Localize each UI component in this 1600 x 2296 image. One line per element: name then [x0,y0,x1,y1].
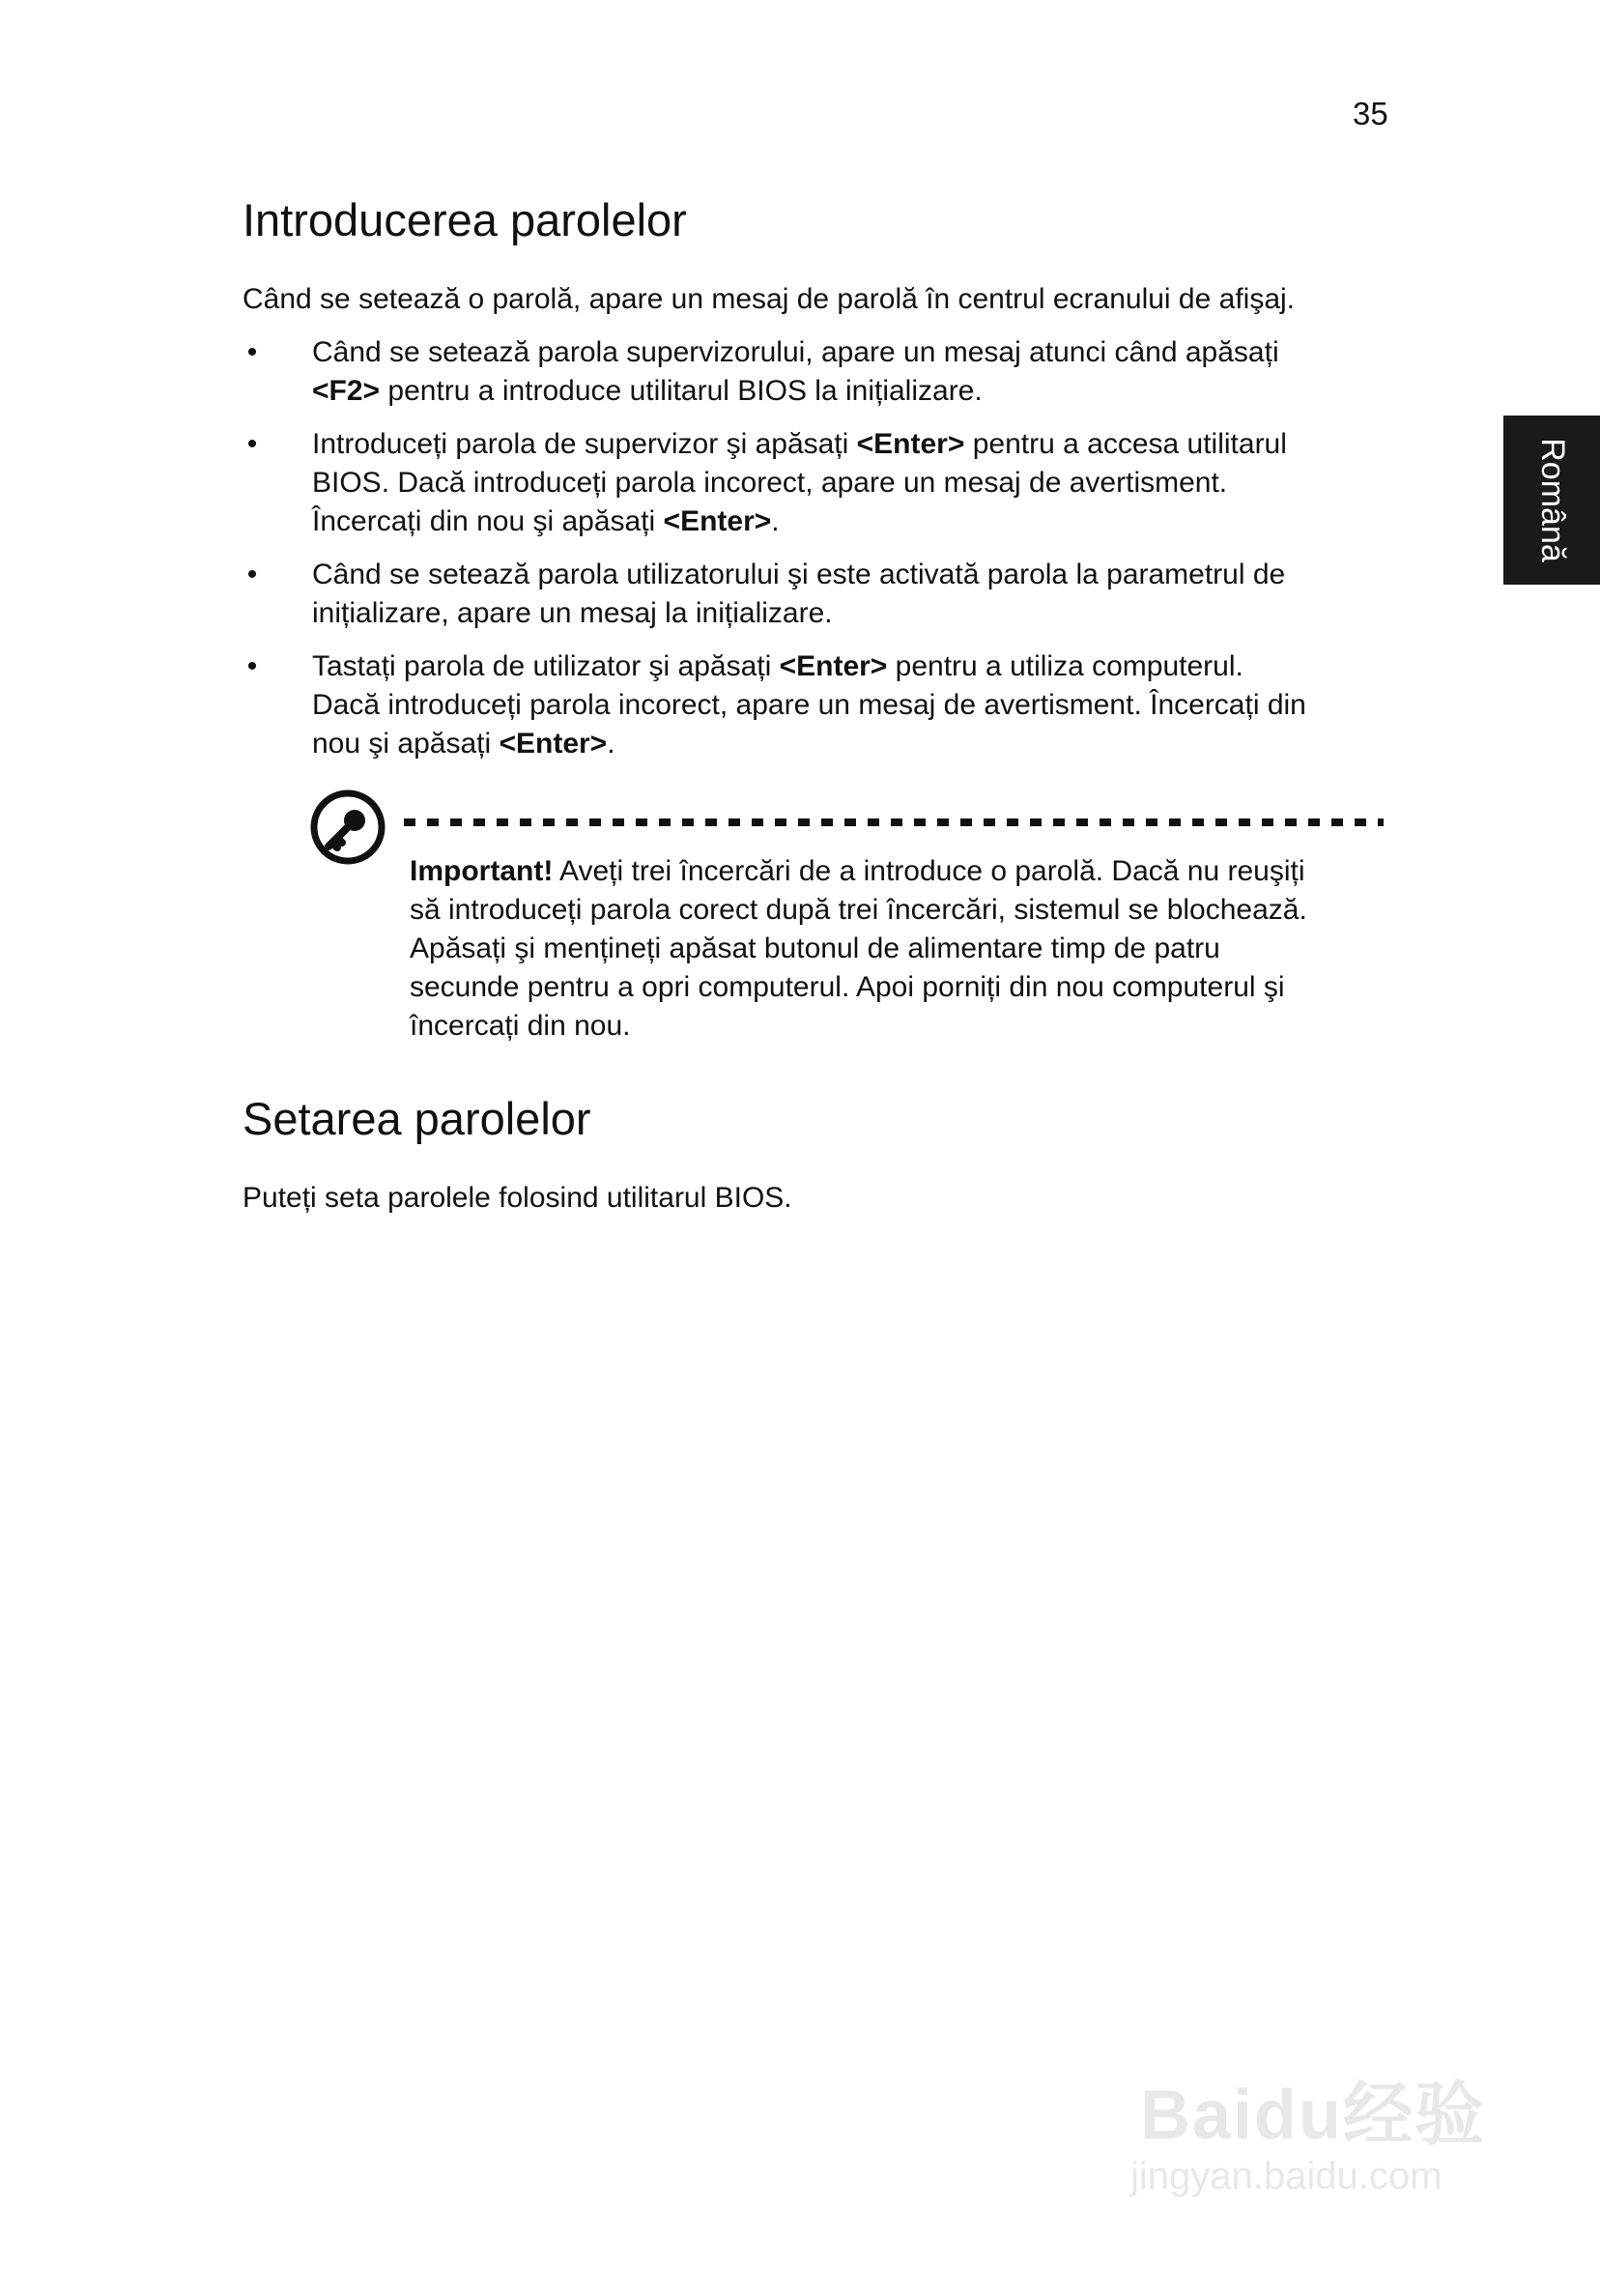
key-label: <F2> [312,375,381,407]
section-title-introducerea: Introducerea parolelor [243,194,687,245]
bullet-text: pentru a utiliza computerul. [887,650,1243,682]
bullet-item [243,556,1402,633]
note-line: Apăsați şi mențineți apăsat butonul de alimentare timp de patru [410,933,1220,964]
note-divider [404,818,1384,826]
note-text: Aveți trei încercări de a introduce o parolă. Dacă nu reuşiți [553,855,1305,887]
note-line: secunde pentru a opri computerul. Apoi porniți din nou computerul şi [410,971,1285,1003]
watermark [1121,2049,1507,2223]
page-number: 35 [1353,96,1388,131]
key-label: <Enter> [856,428,965,460]
watermark-logo: Baidu经验 [1140,2077,1487,2154]
bullet-line [312,647,1402,686]
language-tab-label: Română [1533,438,1571,562]
section-intro: Când se setează o parolă, apare un mesaj de parolă în centrul ecranului de afişaj. [243,283,1296,315]
key-label: <Enter> [499,728,608,760]
bullet-item [243,333,1402,411]
bullet-dot: • [246,428,258,460]
bullet-text: . [771,505,780,537]
section-title-setarea: Setarea parolelor [243,1093,591,1144]
bullet-text: Introduceți parola de supervizor şi apăsați [312,428,857,460]
bullet-item [243,647,1402,763]
bullet-dot: • [246,650,258,682]
note-label: Important! [410,855,554,887]
bullet-line: Când se setează parola supervizorului, apare un mesaj atunci când apăsați [312,336,1279,368]
language-tab [1503,416,1600,585]
bullet-line [312,725,1402,763]
bullet-line [312,372,1402,411]
bullet-text: nou şi apăsați [312,728,500,760]
key-label: <Enter> [779,650,888,682]
note-line [410,852,1307,891]
key-label: <Enter> [663,505,772,537]
bullet-item [243,425,1402,541]
section2-intro: Puteți seta parolele folosind utilitarul BIOS. [243,1182,792,1214]
bullet-text: pentru a introduce utilitarul BIOS la inițializare. [380,375,983,407]
bullet-line [312,502,1402,541]
key-icon [309,789,386,866]
bullet-text: Încercați din nou şi apăsați [312,505,664,537]
bullet-text: pentru a accesa utilitarul [964,428,1287,460]
bullet-line [312,425,1402,464]
bullet-line: Când se setează parola utilizatorului şi este activată parola la parametrul de [312,559,1286,590]
note-line: să introduceți parola corect după trei încercări, sistemul se blochează. [410,894,1307,926]
note-line: încercați din nou. [410,1010,631,1042]
bullet-list [243,333,1402,778]
bullet-dot: • [246,559,258,590]
bullet-text: . [607,728,615,760]
important-note [410,852,1307,1046]
bullet-line: BIOS. Dacă introduceți parola incorect, apare un mesaj de avertisment. [312,467,1228,499]
watermark-url: jingyan.baidu.com [1130,2155,1443,2197]
bullet-text: Tastați parola de utilizator şi apăsați [312,650,780,682]
bullet-line: Dacă introduceți parola incorect, apare un mesaj de avertisment. Încercați din [312,689,1306,721]
bullet-line: inițializare, apare un mesaj la inițializare. [312,597,833,629]
bullet-dot: • [246,336,258,368]
